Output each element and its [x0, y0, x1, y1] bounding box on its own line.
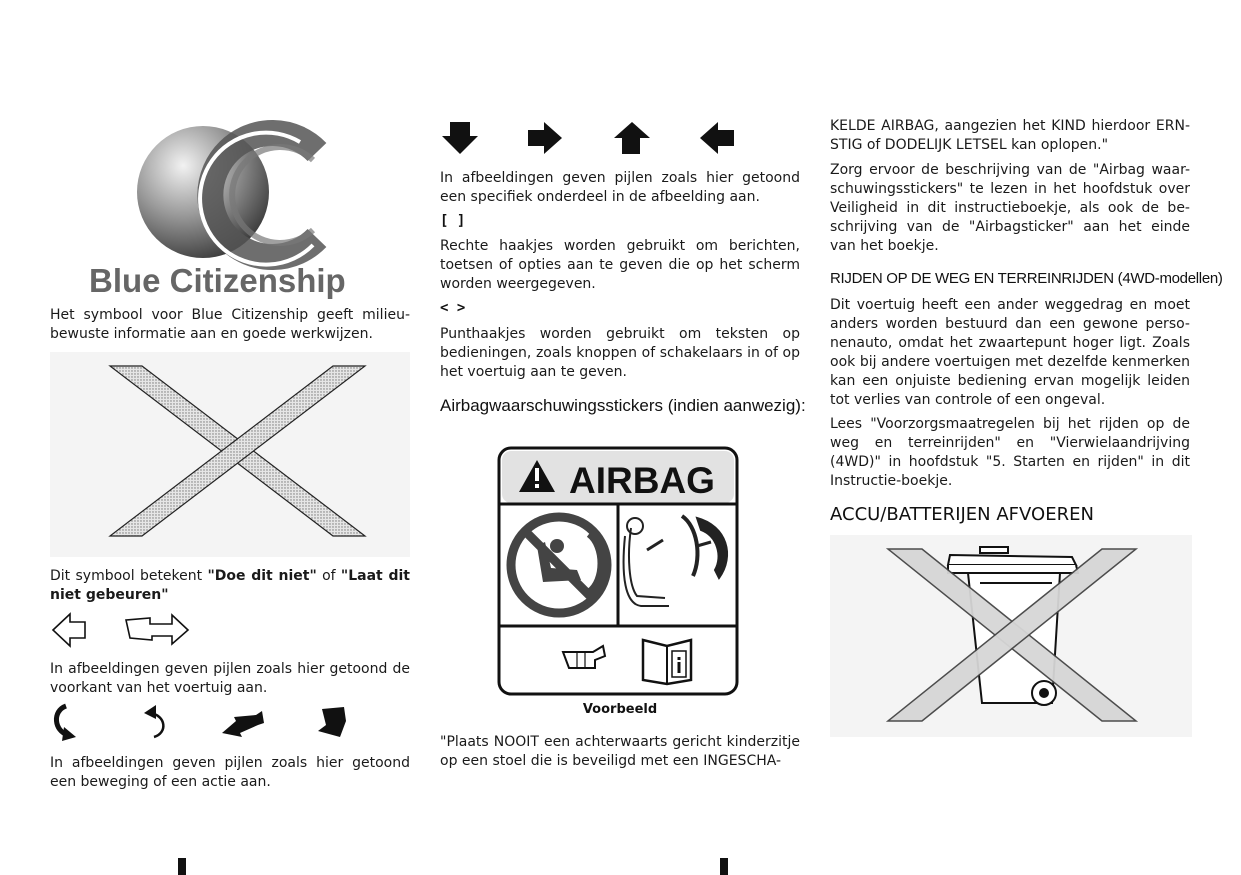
- arrow-right-icon: [528, 122, 562, 154]
- crossed-out-bin-symbol: [830, 535, 1192, 737]
- offroad-heading: RIJDEN OP DE WEG EN TERREINRIJDEN (4WD-modellen): [830, 270, 1223, 287]
- no-rear-facing-child-seat-icon: [511, 517, 607, 613]
- bent-arrow-down-icon: [318, 707, 346, 737]
- offroad-description: Dit voertuig heeft een ander weggedrag en moet anders worden bestuurd dan een gewone perso-nenauto, omdat het zwaartepunt hoger ligt. Zoals ook bij andere voertuigen met dezelfde kenmerken kan een onjuiste bediening ervan mogelijk leiden tot verlies van controle of een ongeval.: [830, 297, 1190, 408]
- arrow-down-icon: [442, 122, 478, 154]
- crop-mark-left: [178, 858, 186, 875]
- angle-brackets-symbol: < >: [440, 300, 466, 316]
- logo-text: Blue Citizenship: [89, 262, 346, 299]
- pointer-arrows-description: In afbeeldingen geven pijlen zoals hier getoond een specifiek onderdeel in de afbeelding aan.: [440, 170, 800, 205]
- airbag-warning-text: "Plaats NOOIT een achterwaarts gericht kinderzitje op een stoel die is beveiligd met een INGESCHA-: [440, 734, 800, 769]
- diagonal-arrow-icon: [222, 711, 264, 737]
- offroad-reference-text: Lees "Voorzorgsmaatregelen bij het rijden op de weg en terreinrijden" en "Vierwielaandrijving (4WD)" in hoofdstuk "5. Starten en rijden" in dit Instructie-boekje.: [830, 416, 1190, 489]
- info-manual-icon: [643, 640, 691, 684]
- do-not-description: Dit symbool betekent "Doe dit niet" of "Laat dit niet gebeuren": [50, 568, 410, 603]
- front-arrow-left-icon: [53, 614, 85, 646]
- airbag-label: AIRBAG: [569, 460, 715, 501]
- curved-arrow-back-icon: [144, 705, 163, 737]
- movement-arrows-description: In afbeeldingen geven pijlen zoals hier getoond een beweging of een actie aan.: [50, 755, 410, 790]
- airbag-warning-sticker: [497, 446, 739, 696]
- do-not-symbol: [50, 352, 410, 557]
- movement-arrows: [50, 703, 370, 743]
- airbag-stickers-heading: Airbagwaarschuwingsstickers (indien aanwezig):: [440, 396, 806, 415]
- arrow-up-icon: [614, 122, 650, 154]
- airbag-sticker-caption: Voorbeeld: [582, 702, 658, 717]
- angle-brackets-description: Punthaakjes worden gebruikt om teksten op bedieningen, zoals knoppen of schakelaars in of op het voertuig aan te geven.: [440, 326, 800, 380]
- front-arrow-right-icon: [126, 615, 188, 644]
- front-arrows-description: In afbeeldingen geven pijlen zoals hier getoond de voorkant van het voertuig aan.: [50, 661, 410, 696]
- airbag-reference-text: Zorg ervoor de beschrijving van de "Airbag waar-schuwingsstickers" te lezen in het hoofdstuk over Veiligheid in dit instructieboekje, als ook de be-schrijving van de "Airbagsticker" aan het einde van het boekje.: [830, 162, 1190, 254]
- front-arrows: [50, 610, 190, 650]
- crop-mark-right: [720, 858, 728, 875]
- square-brackets-symbol: [ ]: [440, 213, 466, 229]
- square-brackets-description: Rechte haakjes worden gebruikt om berichten, toetsen of opties aan te geven die op het scherm worden weergegeven.: [440, 238, 800, 292]
- arrow-left-icon: [700, 122, 734, 154]
- blue-citizenship-description: Het symbool voor Blue Citizenship geeft milieu-bewuste informatie aan en goede werkwijzen.: [50, 307, 410, 342]
- airbag-warning-text-continued: KELDE AIRBAG, aangezien het KIND hierdoor ERN-STIG of DODELIJK LETSEL kan oplopen.": [830, 118, 1190, 153]
- pointer-arrows: [440, 120, 740, 158]
- battery-disposal-heading: ACCU/BATTERIJEN AFVOEREN: [830, 504, 1094, 525]
- blue-citizenship-logo: [85, 120, 375, 305]
- curved-arrow-down-icon: [56, 706, 76, 741]
